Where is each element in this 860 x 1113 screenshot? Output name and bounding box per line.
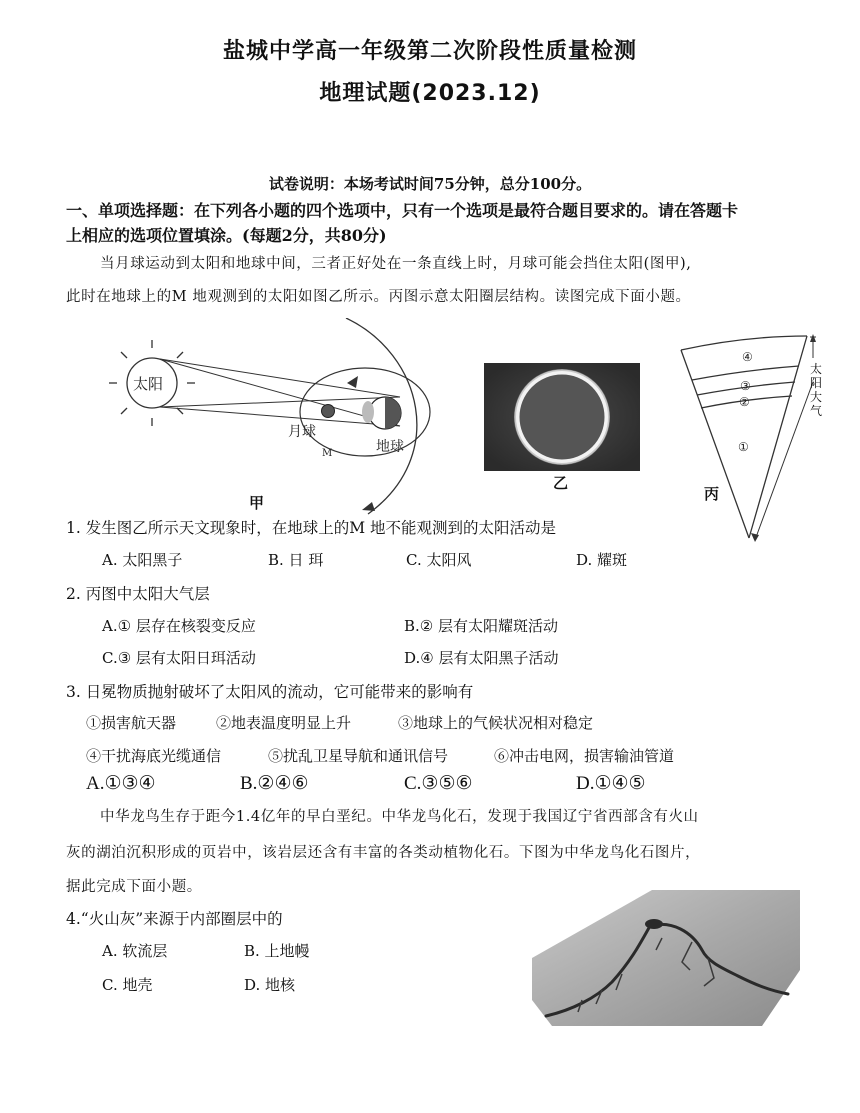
question-3-option-d[interactable]: D.①④⑤ (576, 773, 646, 794)
question-3-item-4: ④干扰海底光缆通信 (86, 747, 222, 765)
orbit-arrow-2 (362, 502, 375, 511)
question-3-option-c[interactable]: C.③⑤⑥ (404, 773, 473, 794)
question-1-option-c[interactable]: C. 太阳风 (406, 551, 472, 569)
figure-yi-caption: 乙 (553, 474, 569, 492)
question-3-item-5: ⑤扰乱卫星导航和通讯信号 (268, 747, 449, 765)
question-4-option-c[interactable]: C. 地壳 (102, 976, 153, 994)
moon-icon (322, 405, 335, 418)
question-2-option-a[interactable]: A.① 层存在核裂变反应 (102, 617, 256, 635)
section-heading (66, 198, 806, 248)
layer-3: ③ (740, 379, 751, 393)
layer-1: ① (738, 440, 749, 454)
shadow-spot (362, 401, 374, 423)
question-4-option-b[interactable]: B. 上地幔 (244, 942, 310, 960)
arrow-up-icon (810, 334, 816, 342)
question-3-item-2: ②地表温度明显上升 (216, 714, 352, 732)
section-heading-line1: 一、单项选择题：在下列各小题的四个选项中，只有一个选项是最符合题目要求的。请在答题卡 (66, 201, 739, 220)
question-3-stem: 3. 日冕物质抛射破坏了太阳风的流动，它可能带来的影响有 (66, 683, 474, 701)
section-heading-line2: 上相应的选项位置填涂。(每题2分，共80分) (66, 226, 387, 245)
question-1-option-d[interactable]: D. 耀斑 (576, 551, 628, 569)
passage1-line2: 此时在地球上的M 地观测到的太阳如图乙所示。丙图示意太阳圈层结构。读图完成下面小题。 (66, 289, 691, 305)
passage2-line2: 灰的湖泊沉积形成的页岩中，该岩层还含有丰富的各类动植物化石。下图为中华龙鸟化石图片， (66, 845, 701, 861)
question-2-stem: 2. 丙图中太阳大气层 (66, 585, 210, 603)
question-4-option-a[interactable]: A. 软流层 (102, 942, 168, 960)
question-2-option-c[interactable]: C.③ 层有太阳日珥活动 (102, 649, 256, 667)
earth-label: 地球 (376, 439, 404, 455)
moon-label: 月球 (288, 424, 316, 440)
figure-jia (100, 318, 440, 518)
page-title: 盐城中学高一年级第二次阶段性质量检测 (222, 39, 637, 64)
figure-bing-caption: 丙 (704, 485, 720, 503)
figure-yi-eclipse-photo (484, 363, 640, 471)
passage2-line1: 中华龙鸟生存于距今1.4亿年的早白垩纪。中华龙鸟化石，发现于我国辽宁省西部含有火山 (100, 809, 699, 825)
question-3-item-6: ⑥冲击电网，损害输油管道 (494, 747, 675, 765)
question-2-option-d[interactable]: D.④ 层有太阳黑子活动 (404, 649, 559, 667)
orbit-arrow (347, 376, 358, 388)
question-1-stem: 1. 发生图乙所示天文现象时，在地球上的M 地不能观测到的太阳活动是 (66, 519, 557, 537)
question-3-item-1: ①损害航天器 (86, 714, 177, 732)
arrow-down-icon (751, 533, 759, 542)
passage2-line3: 据此完成下面小题。 (66, 879, 202, 895)
exam-note: 试卷说明：本场考试时间75分钟，总分100分。 (268, 175, 592, 193)
question-2-option-b[interactable]: B.② 层有太阳耀斑活动 (404, 617, 559, 635)
question-1-option-a[interactable]: A. 太阳黑子 (102, 551, 183, 569)
fossil-photo (532, 890, 800, 1026)
solar-atmosphere-label: 太阳大气 (810, 362, 823, 418)
passage1-line1: 当月球运动到太阳和地球中间，三者正好处在一条直线上时，月球可能会挡住太阳(图甲), (100, 256, 692, 272)
question-3-option-b[interactable]: B.②④⑥ (240, 773, 309, 794)
question-3-option-a[interactable]: A.①③④ (86, 773, 156, 794)
figure-jia-caption: 甲 (249, 494, 265, 512)
question-1-option-b[interactable]: B. 日 珥 (268, 551, 324, 569)
layer-2: ② (739, 395, 750, 409)
question-3-item-3: ③地球上的气候状况相对稳定 (398, 714, 594, 732)
question-4-option-d[interactable]: D. 地核 (244, 976, 296, 994)
page-subtitle: 地理试题(2023.12) (319, 81, 541, 106)
earth-night-side (385, 397, 401, 429)
sun-label: 太阳 (133, 375, 164, 393)
question-4-stem: 4.“火山灰”来源于内部圈层中的 (66, 910, 283, 928)
m-label: M (322, 448, 333, 459)
layer-4: ④ (742, 350, 753, 364)
